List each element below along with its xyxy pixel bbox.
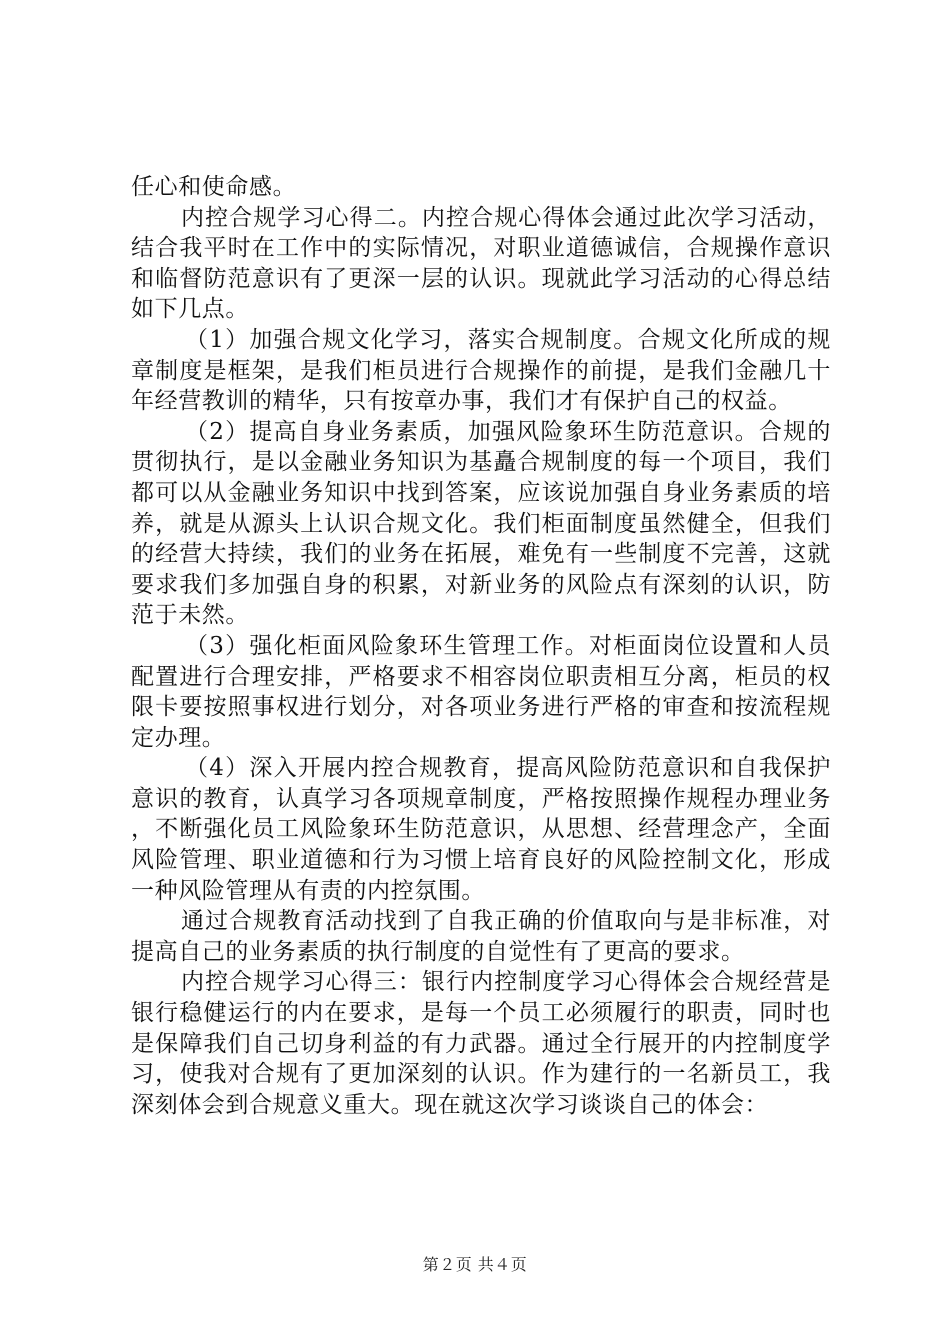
paragraph-intro-part-three: 内控合规学习心得三：银行内控制度学习心得体会合规经营是银行稳健运行的内在要求，是每一个员工必须履行的职责，同时也是保障我们自己切身利益的有力武器。通过全行展开的内控制度学习，使我对合规有了更加深刻的认识。作为建行的一名新员工，我深刻体会到合规意义重大。现在就这次学习谈谈自己的体会： — [131, 969, 831, 1118]
document-body — [131, 172, 831, 1120]
paragraph-summary: 通过合规教育活动找到了自我正确的价值取向与是非标准，对提高自己的业务素质的执行制度的自觉性有了更高的要求。 — [131, 908, 831, 965]
page-number-footer: 第２页 共４页 — [422, 1255, 528, 1274]
paragraph-continuation: 任心和使命感。 — [131, 174, 297, 200]
paragraph-point-1: （1）加强合规文化学习，落实合规制度。合规文化所成的规章制度是框架，是我们柜员进行合规操作的前提，是我们金融几十年经营教训的精华，只有按章办事，我们才有保护自己的权益。 — [131, 326, 831, 415]
paragraph-intro-part-two: 内控合规学习心得二。内控合规心得体会通过此次学习活动，结合我平时在工作中的实际情况，对职业道德诚信，合规操作意识和临督防范意识有了更深一层的认识。现就此学习活动的心得总结如下几点。 — [131, 204, 831, 323]
paragraph-point-4: （4）深入开展内控合规教育，提高风险防范意识和自我保护意识的教育，认真学习各项规章制度，严格按照操作规程办理业务，不断强化员工风险象环生防范意识，从思想、经营理念产，全面风险管理、职业道德和行为习惯上培育良好的风险控制文化，形成一种风险管理从有责的内控氛围。 — [131, 755, 831, 904]
paragraph-point-3: （3）强化柜面风险象环生管理工作。对柜面岗位设置和人员配置进行合理安排，严格要求不相容岗位职责相互分离，柜员的权限卡要按照事权进行划分，对各项业务进行严格的审查和按流程规定办理。 — [131, 632, 831, 751]
paragraph-point-2: （2）提高自身业务素质，加强风险象环生防范意识。合规的贯彻执行，是以金融业务知识为基矗合规制度的每一个项目，我们都可以从金融业务知识中找到答案，应该说加强自身业务素质的培养，就是从源头上认识合规文化。我们柜面制度虽然健全，但我们的经营大持续，我们的业务在拓展，难免有一些制度不完善，这就要求我们多加强自身的积累，对新业务的风险点有深刻的认识，防范于未然。 — [131, 418, 831, 629]
